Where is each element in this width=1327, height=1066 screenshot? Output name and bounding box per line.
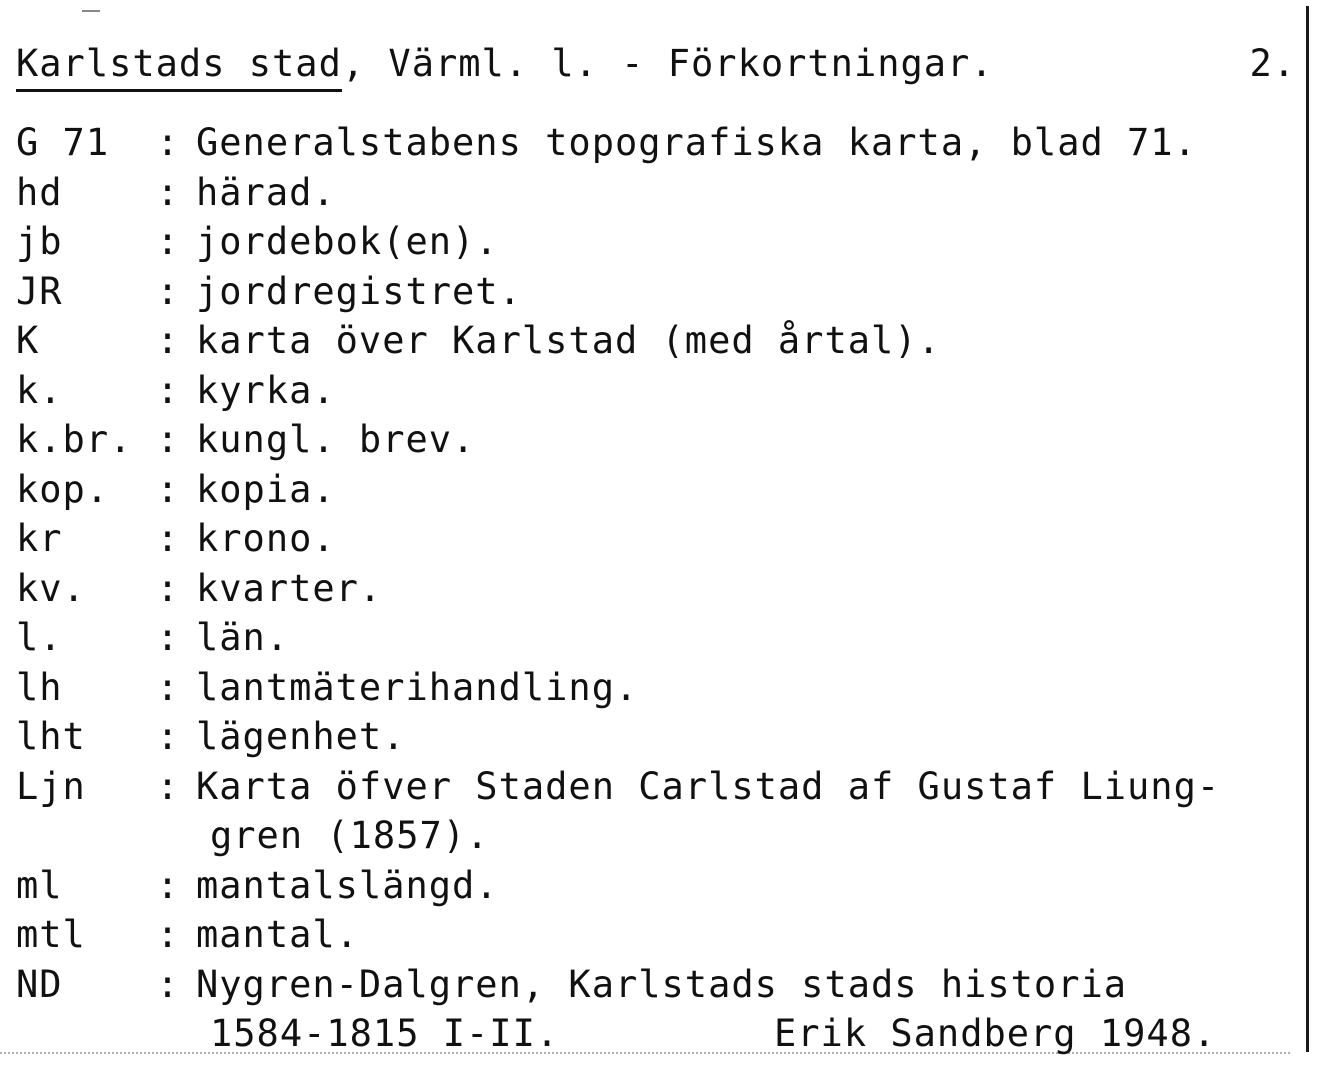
card-top-mark [82, 10, 100, 12]
definition: mantalslängd. [196, 863, 499, 907]
list-item [16, 712, 1306, 762]
definition: Karta öfver Staden Carlstad af Gustaf Liung- [196, 764, 1221, 808]
abbreviation: JR [16, 269, 63, 313]
separator: : [156, 170, 180, 214]
definition: jordregistret. [196, 269, 522, 313]
abbreviation: ml [16, 863, 63, 907]
list-item [16, 762, 1306, 861]
separator: : [156, 616, 180, 659]
abbreviation: l. [16, 616, 63, 659]
abbreviation: G 71 [16, 121, 110, 164]
definition: lantmäterihandling. [196, 665, 639, 709]
definition: lägenhet. [196, 715, 406, 758]
abbreviation: kop. [16, 467, 110, 511]
place-name: Karlstads stad [16, 42, 342, 92]
separator: : [156, 665, 180, 709]
definition: mantal. [196, 913, 359, 956]
separator: : [156, 220, 180, 263]
separator: : [156, 269, 180, 313]
abbreviation: ND [16, 962, 63, 1006]
signature: Erik Sandberg 1948. [774, 1012, 1217, 1055]
list-item [16, 861, 1306, 911]
list-item [16, 663, 1306, 713]
definition: län. [196, 616, 290, 659]
definition: karta över Karlstad (med årtal). [196, 319, 941, 362]
list-item [16, 613, 1306, 663]
abbreviation: lh [16, 665, 63, 709]
list-item [16, 514, 1306, 564]
separator: : [156, 368, 180, 412]
separator: : [156, 764, 180, 808]
definition-continuation: 1584-1815 I-II. [210, 1012, 560, 1055]
separator: : [156, 517, 180, 560]
definition: Generalstabens topografiska karta, blad 71. [196, 121, 1197, 164]
abbreviation: lht [16, 715, 86, 758]
abbreviation-list [16, 118, 1306, 1059]
list-item [16, 316, 1306, 366]
list-item [16, 168, 1306, 218]
abbreviation: Ljn [16, 764, 86, 808]
abbreviation: kr [16, 517, 63, 560]
separator: : [156, 863, 180, 907]
abbreviation: k.br. [16, 418, 133, 461]
abbreviation: hd [16, 170, 63, 214]
card-right-edge [1306, 6, 1309, 1052]
list-item [16, 267, 1306, 317]
abbreviation: kv. [16, 566, 86, 610]
separator: : [156, 319, 180, 362]
definition: jordebok(en). [196, 220, 499, 263]
definition: kopia. [196, 467, 336, 511]
abbreviation: K [16, 319, 40, 362]
abbreviation: k. [16, 368, 63, 412]
list-item [16, 564, 1306, 614]
header-title: , Värml. l. - Förkortningar. [341, 42, 994, 85]
separator: : [156, 418, 180, 461]
definition: härad. [196, 170, 336, 214]
definition-continuation: gren (1857). [210, 814, 490, 857]
separator: : [156, 566, 180, 610]
list-item [16, 366, 1306, 416]
list-item [16, 217, 1306, 267]
separator: : [156, 715, 180, 758]
separator: : [156, 121, 180, 164]
list-item [16, 910, 1306, 960]
separator: : [156, 962, 180, 1006]
card-header [16, 42, 1296, 98]
abbreviation: jb [16, 220, 63, 263]
definition: kvarter. [196, 566, 383, 610]
abbreviation: mtl [16, 913, 86, 956]
list-item [16, 118, 1306, 168]
list-item [16, 960, 1306, 1059]
page-number: 2. [1249, 42, 1296, 85]
definition: kyrka. [196, 368, 336, 412]
separator: : [156, 467, 180, 511]
definition: Nygren-Dalgren, Karlstads stads historia [196, 962, 1128, 1006]
definition: krono. [196, 517, 336, 560]
list-item [16, 415, 1306, 465]
list-item [16, 465, 1306, 515]
definition: kungl. brev. [196, 418, 476, 461]
separator: : [156, 913, 180, 956]
